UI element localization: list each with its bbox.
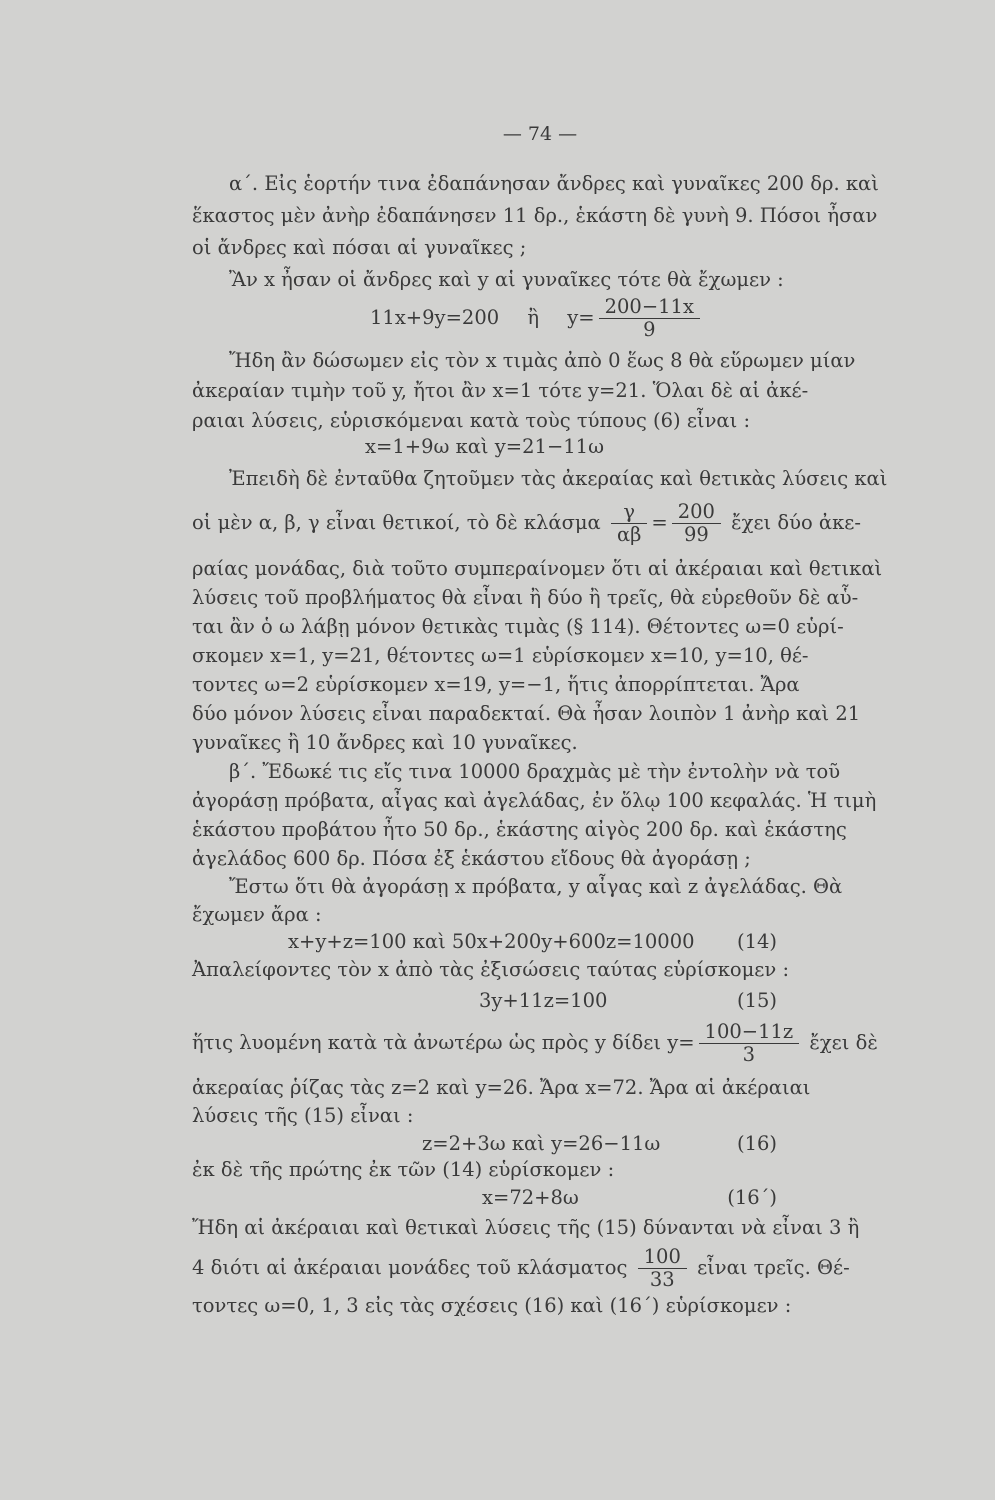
equation-1-lhs: y=: [567, 306, 595, 329]
text-segment: ἥτις λυομένη κατὰ τὰ ἀνωτέρω ὡς πρὸς y δίδει y=: [192, 1031, 695, 1054]
fraction-y: [699, 1021, 800, 1066]
text-line: Ἀπαλείφοντες τὸν x ἀπὸ τὰς ἐξισώσεις ταύτας εὑρίσκομεν :: [192, 958, 790, 981]
fraction-denominator: 99: [683, 523, 709, 546]
fraction-200-99: [672, 501, 721, 546]
text-line: δύο μόνον λύσεις εἶναι παραδεκταί. Θὰ ἦσαν λοιπὸν 1 ἀνὴρ καὶ 21: [192, 702, 861, 725]
text-segment: ἔχει δύο ἀκε-: [731, 511, 861, 534]
text-line: ται ἂν ὁ ω λάβῃ μόνον θετικὰς τιμὰς (§ 114). Θέτοντες ω=0 εὑρί-: [192, 615, 844, 638]
text-line: ἕκαστος μὲν ἀνὴρ ἐδαπάνησεν 11 δρ., ἑκάστη δὲ γυνὴ 9. Πόσοι ἦσαν: [192, 204, 878, 227]
equation-14-tag: (14): [736, 930, 777, 953]
equation-1-or: ἢ: [527, 306, 540, 329]
text-line: β΄. Ἔδωκέ τις εἴς τινα 10000 δραχμὰς μὲ τὴν ἐντολὴν νὰ τοῦ: [229, 760, 841, 783]
text-line: οἱ ἄνδρες καὶ πόσαι αἱ γυναῖκες ;: [192, 236, 527, 259]
text-line: ἔχωμεν ἄρα :: [192, 903, 322, 926]
fraction-100-33: [638, 1246, 687, 1291]
text-line: Ἂν x ἦσαν οἱ ἄνδρες καὶ y αἱ γυναῖκες τότε θὰ ἔχωμεν :: [229, 268, 784, 291]
text-segment: εἶναι τρεῖς. Θέ-: [697, 1256, 850, 1279]
text-segment: ἔχει δὲ: [809, 1031, 878, 1054]
equation-15-text: 3y+11z=100: [479, 989, 608, 1012]
equation-16-prime-tag: (16΄): [727, 1186, 777, 1209]
text-line: ἑκάστου προβάτου ἦτο 50 δρ., ἑκάστης αἰγὸς 200 δρ. καὶ ἑκάστης: [192, 818, 847, 841]
text-line: λύσεις τοῦ προβλήματος θὰ εἶναι ἢ δύο ἢ τρεῖς, θὰ εὑρεθοῦν δὲ αὗ-: [192, 586, 859, 609]
fraction-denominator: 33: [649, 1268, 675, 1291]
text-line: α΄. Εἰς ἑορτήν τινα ἐδαπάνησαν ἄνδρες καὶ γυναῖκες 200 δρ. καὶ: [229, 172, 879, 195]
fraction-denominator: 3: [742, 1043, 756, 1066]
equation-14-text: x+y+z=100 καὶ 50x+200y+600z=10000: [288, 930, 695, 953]
fraction-gamma-ab: [611, 501, 647, 546]
text-segment: οἱ μὲν α, β, γ εἶναι θετικοί, τὸ δὲ κλάσμα: [192, 511, 601, 534]
page-number: — 74 —: [502, 123, 578, 145]
equals-sign: =: [651, 511, 668, 534]
text-line: ἀγοράσῃ πρόβατα, αἶγας καὶ ἀγελάδας, ἐν ὅλῳ 100 κεφαλάς. Ἡ τιμὴ: [192, 789, 877, 812]
text-line: Ἔστω ὅτι θὰ ἀγοράσῃ x πρόβατα, y αἶγας καὶ z ἀγελάδας. Θὰ: [229, 875, 843, 898]
text-line: λύσεις τῆς (15) εἶναι :: [192, 1104, 414, 1127]
fraction-denominator: αβ: [616, 523, 642, 546]
equation-1: [370, 290, 790, 346]
fraction-numerator: 200: [672, 501, 721, 524]
text-line-fraction: [192, 496, 861, 550]
equation-16-tag: (16): [736, 1132, 777, 1155]
fraction-numerator: 100−11z: [699, 1021, 800, 1044]
fraction-numerator: γ: [611, 501, 647, 524]
text-segment: 4 διότι αἱ ἀκέραιαι μονάδες τοῦ κλάσματος: [192, 1256, 628, 1279]
text-line: σκομεν x=1, y=21, θέτοντες ω=1 εὑρίσκομεν x=10, y=10, θέ-: [192, 644, 809, 667]
text-line: ραίας μονάδας, διὰ τοῦτο συμπεραίνομεν ὅτι αἱ ἀκέραιαι καὶ θετικαὶ: [192, 557, 883, 580]
text-line-fraction: [192, 1015, 878, 1071]
text-line: ἀκεραίας ῥίζας τὰς z=2 καὶ y=26. Ἄρα x=72. Ἄρα αἱ ἀκέραιαι: [192, 1076, 811, 1099]
equation-1-fraction: [599, 296, 700, 341]
text-line-fraction: [192, 1240, 850, 1296]
text-line: Ἤδη ἂν δώσωμεν εἰς τὸν x τιμὰς ἀπὸ 0 ἕως 8 θὰ εὕρωμεν μίαν: [229, 349, 856, 372]
fraction-numerator: 200−11x: [599, 296, 700, 319]
text-line: Ἤδη αἱ ἀκέραιαι καὶ θετικαὶ λύσεις τῆς (15) δύνανται νὰ εἶναι 3 ἢ: [192, 1216, 860, 1239]
equation-16-prime-text: x=72+8ω: [482, 1186, 579, 1209]
equation-2: x=1+9ω καὶ y=21−11ω: [364, 435, 604, 458]
text-line: τοντες ω=2 εὑρίσκομεν x=19, y=−1, ἥτις ἀπορρίπτεται. Ἄρα: [192, 673, 800, 696]
text-line: ἀκεραίαν τιμὴν τοῦ y, ἤτοι ἂν x=1 τότε y=21. Ὅλαι δὲ αἱ ἀκέ-: [192, 379, 809, 402]
equation-15-tag: (15): [736, 989, 777, 1012]
text-line: ἐκ δὲ τῆς πρώτης ἐκ τῶν (14) εὑρίσκομεν :: [192, 1158, 615, 1181]
equation-16-text: z=2+3ω καὶ y=26−11ω: [422, 1132, 661, 1155]
fraction-numerator: 100: [638, 1246, 687, 1269]
text-line: γυναῖκες ἢ 10 ἄνδρες καὶ 10 γυναῖκες.: [192, 731, 578, 754]
text-line: Ἐπειδὴ δὲ ἐνταῦθα ζητοῦμεν τὰς ἀκεραίας καὶ θετικὰς λύσεις καὶ: [229, 467, 888, 490]
text-line: ραιαι λύσεις, εὑρισκόμεναι κατὰ τοὺς τύπους (6) εἶναι :: [192, 409, 751, 432]
text-line: ἀγελάδος 600 δρ. Πόσα ἐξ ἑκάστου εἴδους θὰ ἀγοράσῃ ;: [192, 847, 751, 870]
equation-1-left: 11x+9y=200: [370, 306, 500, 329]
fraction-denominator: 9: [643, 318, 656, 341]
text-line: τοντες ω=0, 1, 3 εἰς τὰς σχέσεις (16) καὶ (16΄) εὑρίσκομεν :: [192, 1294, 792, 1317]
